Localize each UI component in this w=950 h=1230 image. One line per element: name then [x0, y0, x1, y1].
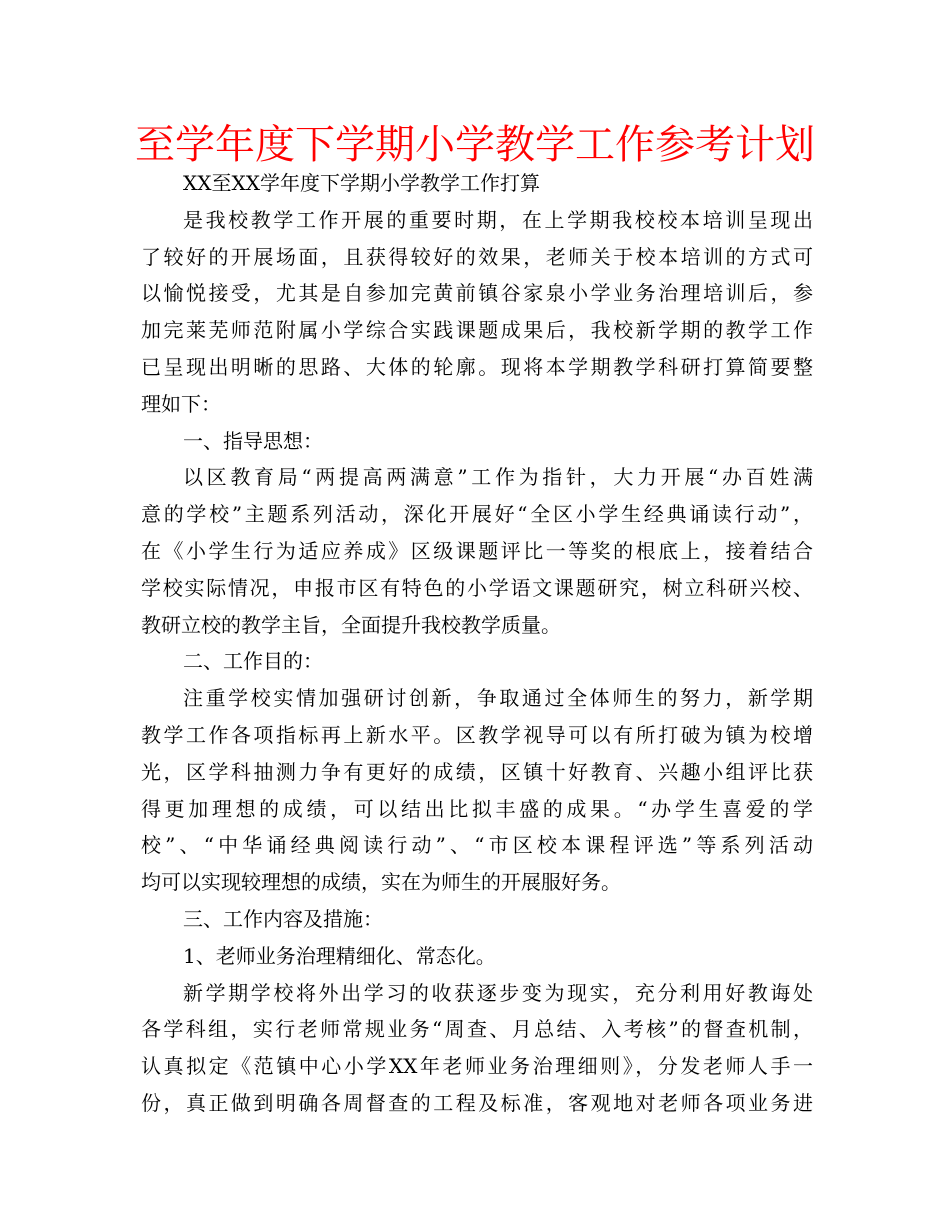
paragraph-line: 教学工作各项指标再上新水平。区教学视导可以有所打破为镇为校增 [141, 722, 813, 747]
paragraph-line: 新学期学校将外出学习的收获逐步变为现实，充分利用好教诲处 [183, 980, 813, 1005]
paragraph-line: 学校实际情况，申报市区有特色的小学语文课题研究，树立科研兴校、 [141, 575, 813, 600]
paragraph-line: 教研立校的教学主旨，全面提升我校教学质量。 [141, 612, 561, 637]
section-heading: 三、工作内容及措施： [183, 906, 383, 931]
paragraph-line: 认真拟定《范镇中心小学XX年老师业务治理细则》，分发老师人手一 [141, 1054, 813, 1079]
paragraph-line: 均可以实现较理想的成绩，实在为师生的开展服好务。 [141, 870, 621, 895]
paragraph-line: 校”、“中华诵经典阅读行动”、“市区校本课程评选”等系列活动 [141, 833, 813, 858]
section-heading: 一、指导思想： [183, 428, 323, 453]
paragraph-line: 各学科组，实行老师常规业务“周查、月总结、入考核”的督查机制， [141, 1017, 813, 1042]
paragraph-line: 份，真正做到明确各周督查的工程及标准，客观地对老师各项业务进 [141, 1090, 813, 1115]
subtitle-line: XX至XX学年度下学期小学教学工作打算 [183, 171, 540, 195]
paragraph-line: 加完莱芜师范附属小学综合实践课题成果后，我校新学期的教学工作 [141, 318, 813, 343]
paragraph-line: 注重学校实情加强研讨创新，争取通过全体师生的努力，新学期 [183, 686, 813, 711]
paragraph-line: 以愉悦接受，尤其是自参加完黄前镇谷家泉小学业务治理培训后，参 [141, 281, 813, 306]
paragraph-line: 得更加理想的成绩，可以结出比拟丰盛的成果。“办学生喜爱的学 [141, 796, 813, 821]
section-heading: 二、工作目的： [183, 649, 323, 674]
paragraph-line: 意的学校”主题系列活动，深化开展好“全区小学生经典诵读行动”， [141, 502, 813, 527]
subsection-heading: 1、老师业务治理精细化、常态化。 [183, 943, 496, 968]
paragraph-line: 理如下： [141, 391, 221, 416]
paragraph-line: 光，区学科抽测力争有更好的成绩，区镇十好教育、兴趣小组评比获 [141, 759, 813, 784]
paragraph-line: 在《小学生行为适应养成》区级课题评比一等奖的根底上，接着结合 [141, 538, 813, 563]
document-title: 至学年度下学期小学教学工作参考计划 [135, 122, 815, 168]
paragraph-line: 是我校教学工作开展的重要时期，在上学期我校校本培训呈现出 [183, 207, 813, 232]
paragraph-line: 已呈现出明晰的思路、大体的轮廓。现将本学期教学科研打算简要整 [141, 354, 813, 379]
paragraph-line: 了较好的开展场面，且获得较好的效果，老师关于校本培训的方式可 [141, 244, 813, 269]
paragraph-line: 以区教育局“两提高两满意”工作为指针，大力开展“办百姓满 [183, 465, 813, 490]
document-body [141, 165, 813, 1122]
